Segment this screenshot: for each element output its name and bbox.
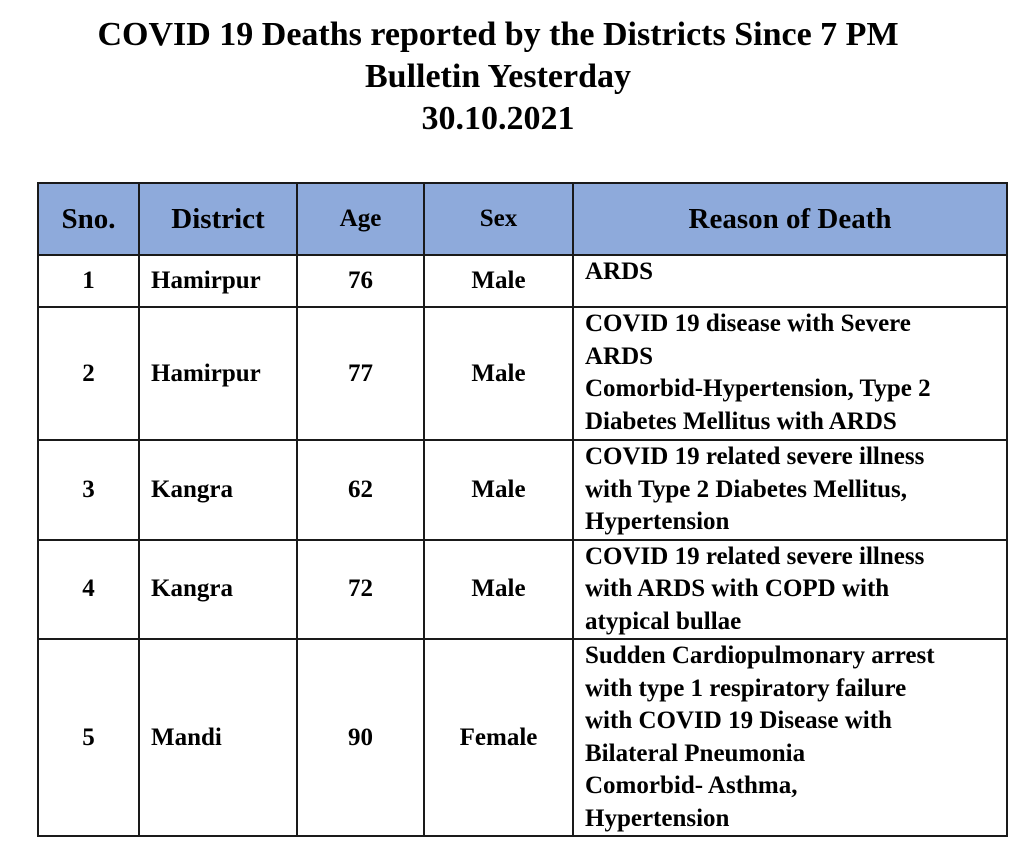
reason-line: ARDS bbox=[585, 258, 654, 285]
cell-sno: 5 bbox=[38, 639, 139, 836]
cell-age: 90 bbox=[297, 639, 424, 836]
table-row bbox=[38, 440, 1007, 540]
cell-sex: Male bbox=[424, 540, 573, 640]
cell-district: Kangra bbox=[139, 440, 297, 540]
reason-line: with type 1 respiratory failure bbox=[585, 674, 907, 702]
cell-reason bbox=[573, 540, 1007, 640]
reason-line: Comorbid- Asthma, bbox=[585, 772, 798, 799]
cell-reason bbox=[573, 440, 1007, 540]
reason-line: Hypertension bbox=[585, 508, 730, 535]
title-line-2: Bulletin Yesterday bbox=[364, 58, 631, 95]
cell-reason bbox=[573, 255, 1007, 307]
header-sno: Sno. bbox=[38, 183, 139, 255]
reason-line: atypical bullae bbox=[585, 607, 742, 635]
deaths-table bbox=[37, 182, 1008, 837]
cell-sex: Female bbox=[424, 639, 573, 836]
cell-sno: 2 bbox=[38, 307, 139, 440]
reason-line: ARDS bbox=[585, 342, 654, 370]
cell-sno: 3 bbox=[38, 440, 139, 540]
header-age: Age bbox=[297, 183, 424, 255]
cell-sex: Male bbox=[424, 255, 573, 307]
reason-line: Hypertension bbox=[585, 804, 730, 832]
reason-line: COVID 19 disease with Severe bbox=[585, 310, 911, 337]
cell-age: 77 bbox=[297, 307, 424, 440]
reason-line: with Type 2 Diabetes Mellitus, bbox=[585, 475, 907, 503]
header-district: District bbox=[139, 183, 297, 255]
title-date: 30.10.2021 bbox=[421, 100, 575, 137]
reason-line: Bilateral Pneumonia bbox=[585, 739, 806, 767]
cell-reason bbox=[573, 639, 1007, 836]
cell-age: 72 bbox=[297, 540, 424, 640]
reason-line: COVID 19 related severe illness bbox=[585, 542, 925, 570]
cell-district: Hamirpur bbox=[139, 255, 297, 307]
reason-line: COVID 19 related severe illness bbox=[585, 443, 925, 470]
cell-sno: 1 bbox=[38, 255, 139, 307]
reason-line: Sudden Cardiopulmonary arrest bbox=[585, 642, 935, 669]
cell-district: Hamirpur bbox=[139, 307, 297, 440]
table-row bbox=[38, 255, 1007, 307]
table-row bbox=[38, 540, 1007, 640]
reason-line: Comorbid-Hypertension, Type 2 bbox=[585, 375, 931, 402]
cell-district: Kangra bbox=[139, 540, 297, 640]
cell-sex: Male bbox=[424, 440, 573, 540]
reason-line: Diabetes Mellitus with ARDS bbox=[585, 407, 897, 435]
header-reason: Reason of Death bbox=[573, 183, 1007, 255]
table-row bbox=[38, 639, 1007, 836]
cell-age: 62 bbox=[297, 440, 424, 540]
page-title bbox=[0, 14, 996, 140]
cell-age: 76 bbox=[297, 255, 424, 307]
reason-line: with COVID 19 Disease with bbox=[585, 707, 892, 734]
cell-reason bbox=[573, 307, 1007, 440]
reason-line: with ARDS with COPD with bbox=[585, 575, 890, 602]
table-header-row bbox=[38, 183, 1007, 255]
cell-district: Mandi bbox=[139, 639, 297, 836]
title-line-1: COVID 19 Deaths reported by the Districts Since 7 PM bbox=[97, 16, 899, 53]
cell-sex: Male bbox=[424, 307, 573, 440]
table-row bbox=[38, 307, 1007, 440]
cell-sno: 4 bbox=[38, 540, 139, 640]
header-sex: Sex bbox=[424, 183, 573, 255]
